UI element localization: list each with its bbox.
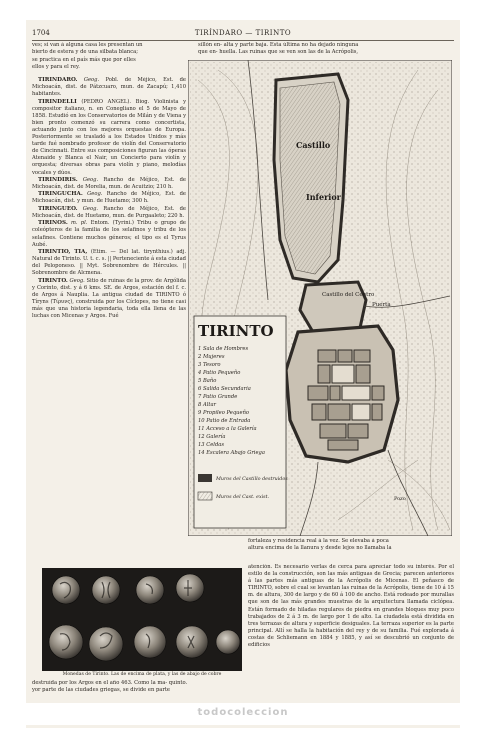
coin xyxy=(176,626,208,658)
page-number: 1704 xyxy=(32,29,50,37)
legend-item: 9 Propileo Pequeño xyxy=(198,410,250,416)
coins-caption: Monedas de Tirinto. Las de encima de plata, y las de abajo de cobre xyxy=(62,672,222,677)
legend-item: 8 Altar xyxy=(198,402,217,408)
middle-castle-walls xyxy=(300,282,366,332)
text-line: altura encima de la llanura y desde lejos no llamaba la xyxy=(248,545,392,552)
text-line: ves; si van á alguna casa les presentan un xyxy=(32,42,143,48)
legend-item: 7 Patio Grande xyxy=(198,394,238,400)
map-label: Pozo xyxy=(394,496,406,502)
legend-item: 6 Salida Secundaria xyxy=(198,386,251,392)
entry-headword: TIRINGUEO. xyxy=(38,205,78,212)
entry-text: Entom. (Tyrini.) Tribu o grupo de coleópteros de la familia de los selafinos y tribu de los selafines. Contiene muchos géneros; el tipo es el Tyrus Aubé. xyxy=(32,220,186,248)
text-line: que en- huella. Las ruinas que se ven son las de la Acrópolis, xyxy=(198,49,359,56)
entry-abbr: Geog. xyxy=(82,205,99,212)
legend-item: 10 Patio de Entrada xyxy=(198,418,251,424)
legend-item: 1 Sala de Hombres xyxy=(198,346,249,352)
entry-text: Rancho de Méjico, Est. de Michoacán, dist. y mun. de Huetamo; 300 h. xyxy=(32,191,186,205)
text-line: fortaleza y residencia real á la vez. Se elevaba á poca xyxy=(248,538,389,544)
entry-headword: TIRINGUCHA. xyxy=(38,191,83,198)
tiryns-map xyxy=(188,60,452,536)
legend-item: 4 Patio Pequeño xyxy=(198,370,241,376)
text-line: yor parte de las ciudades griegas, se divide en parte xyxy=(32,687,171,694)
entry-abbr: m. pl. xyxy=(71,220,88,227)
text-paragraph: atención. Es necesario verlas de cerca para apreciar todo su interés. Por el estilo de la construcción, son las más antiguas de Grecia; parecen anteriores á las partes más antiguas de la Acrópolis de Micenas. El peñasco de TIRINTO, sobre el cual se levantan las ruinas de la Acrópolis, tiene de 10 á 15 m. de altura, 300 de largo y de 60 á 100 de ancho. Está rodeado por murallas que son de las más grandes muestras de la arquitectura llamada ciclópea. Están formado de hiladas regulares de piedra en grandes bloques muy poco trabajados de 2 á 3 m. de largo por 1 de alto. La ciudadela está dividida en tres terrazas de altura y superficie desiguales. La terraza superior es la parte principal. Allí se halla la habitación del rey y de su familia. Fué explorada á costas de Schliemann en 1884 y 1885, y así se descubrió un conjunto de edificios xyxy=(248,564,454,649)
map-label: Inferior xyxy=(306,192,341,202)
entry-text: Pobl. de Méjico, Est. de Michoacán, dist. de Pátzcuaro, mun. de Zacapú; 1,410 habitantes. xyxy=(32,77,186,98)
coin xyxy=(216,630,240,654)
top-right-paragraph xyxy=(198,42,454,59)
map-label: Castillo del Centro xyxy=(322,292,375,298)
text-line: destruída por los Argos en el año 463. Como la ma- quinto. xyxy=(32,680,188,686)
coin xyxy=(92,576,120,604)
legend-key: Muros del Castillo destruidos xyxy=(216,477,288,482)
entry-headword: TIRÍNDARO. xyxy=(38,77,78,83)
legend-swatch-destroyed xyxy=(198,474,212,482)
legend-item: 5 Baño xyxy=(198,378,217,384)
dictionary-entry xyxy=(32,249,186,277)
coin xyxy=(89,627,123,661)
legend-item: 13 Celdas xyxy=(198,442,225,448)
watermark-text: todocoleccion xyxy=(197,707,289,718)
text-line: bierto de estera y de una silbata blanca; xyxy=(32,49,138,56)
coin xyxy=(136,576,164,604)
text-line: ellos y para el rey. xyxy=(32,64,80,71)
coin xyxy=(52,576,80,604)
map-label: Puerta xyxy=(372,302,391,308)
text-line: se practica en el país más que por elles xyxy=(32,56,136,63)
entry-text: (Etim. — Del lat. tirynthius.) adj. Natural de Tirinto. U. t. c. s. || Perteneciente á esta ciudad del Peloponeso. || Myt. Sobrenombre de Hércules. || Sobrenombre de Alcmena. xyxy=(32,249,186,277)
dictionary-entry xyxy=(32,99,186,177)
dictionary-entry xyxy=(32,220,186,248)
watermark-strip xyxy=(26,703,460,725)
map-label: Castillo xyxy=(296,140,331,150)
bottom-paragraph xyxy=(32,680,454,695)
entry-headword: TIRINTO. xyxy=(38,277,68,284)
header-rule xyxy=(32,40,454,41)
tiryns-description-column xyxy=(248,564,454,679)
legend-swatch-existing xyxy=(198,492,212,500)
coin xyxy=(49,625,83,659)
entry-text: (PEDRO ANGEL). Biog. Violinista y compositor italiano, n. en Conegliano el 5 de Mayo de 1858. Estudió en los Conservatorios de Milán y de Viena y bien pronto comenzó su carrera como concertista, actuando junto con los mejores orquestas de Europa. Posteriormente se trasladó a los Estados Unidos y más tarde fué nombrado profesor de violín del Conservatorio de Cincinnati. Entre sus composiciones figuran las óperas Atenaide y Blanca el Nair, un Concierto para violín y orquesta; diversas obras para violín y piano, melodías vocales y dúos. xyxy=(32,98,186,176)
running-header xyxy=(26,28,460,38)
entry-abbr: Geog. xyxy=(87,191,103,198)
entry-headword: TIRINTIO, TIA, xyxy=(38,249,88,256)
top-left-paragraph xyxy=(32,42,192,77)
coins-photo xyxy=(42,568,242,671)
running-title: TIRÍNDARO — TIRINTO xyxy=(194,29,292,37)
dictionary-column xyxy=(32,77,186,537)
entry-headword: TIRINOS. xyxy=(38,220,68,227)
legend-item: 11 Acceso a la Galería xyxy=(198,426,257,432)
dictionary-entry xyxy=(32,206,186,220)
entry-text: Rancho de Méjico, Est. de Michoacán, dist. de Huetamo, mun. de Purgaaleto; 220 h. xyxy=(32,205,186,219)
entry-headword: TIRINDIRIS. xyxy=(38,176,78,183)
legend-item: 2 Mujeres xyxy=(198,354,225,360)
dictionary-entry xyxy=(32,191,186,205)
map-title: TIRINTO xyxy=(198,322,274,340)
entry-abbr: Geog. xyxy=(69,277,85,284)
entry-abbr: Geog. xyxy=(82,176,99,183)
legend-key: Muros del Cast. exist. xyxy=(216,495,270,500)
entry-text: Sitio de ruinas de la prov. de Argólida y Corinto, dist. y á 6 kms. SE. de Argos, estación del f. c. de Argos á Nauplia. La antigua ciudad de TIRINTO ó Tíryns (Τίρυνς), construida por los Cíclopes, no tiene casi más que una historia legendaria, toda ella llena de las luchas con Micenas y Argos. Fué xyxy=(32,277,186,320)
dictionary-entry xyxy=(32,177,186,191)
entry-text: Rancho de Méjico, Est. de Michoacán, dist. de Morelia, mun. de Acuitzio; 210 h. xyxy=(32,176,186,190)
document-page xyxy=(26,20,460,728)
dictionary-entry xyxy=(32,278,186,321)
legend-item: 14 Escalera Abajo Griega xyxy=(198,450,265,456)
legend-item: 12 Galería xyxy=(198,434,226,440)
text-line: sillón en- alta y parte baja. Esta última no ha dejado ninguna xyxy=(198,42,359,48)
legend-item: 3 Tesoro xyxy=(198,362,221,368)
dictionary-entry xyxy=(32,77,186,98)
entry-headword: TIRINDELLI xyxy=(38,98,77,105)
entry-abbr: Geog. xyxy=(83,77,100,83)
full-width-paragraph xyxy=(32,538,454,564)
